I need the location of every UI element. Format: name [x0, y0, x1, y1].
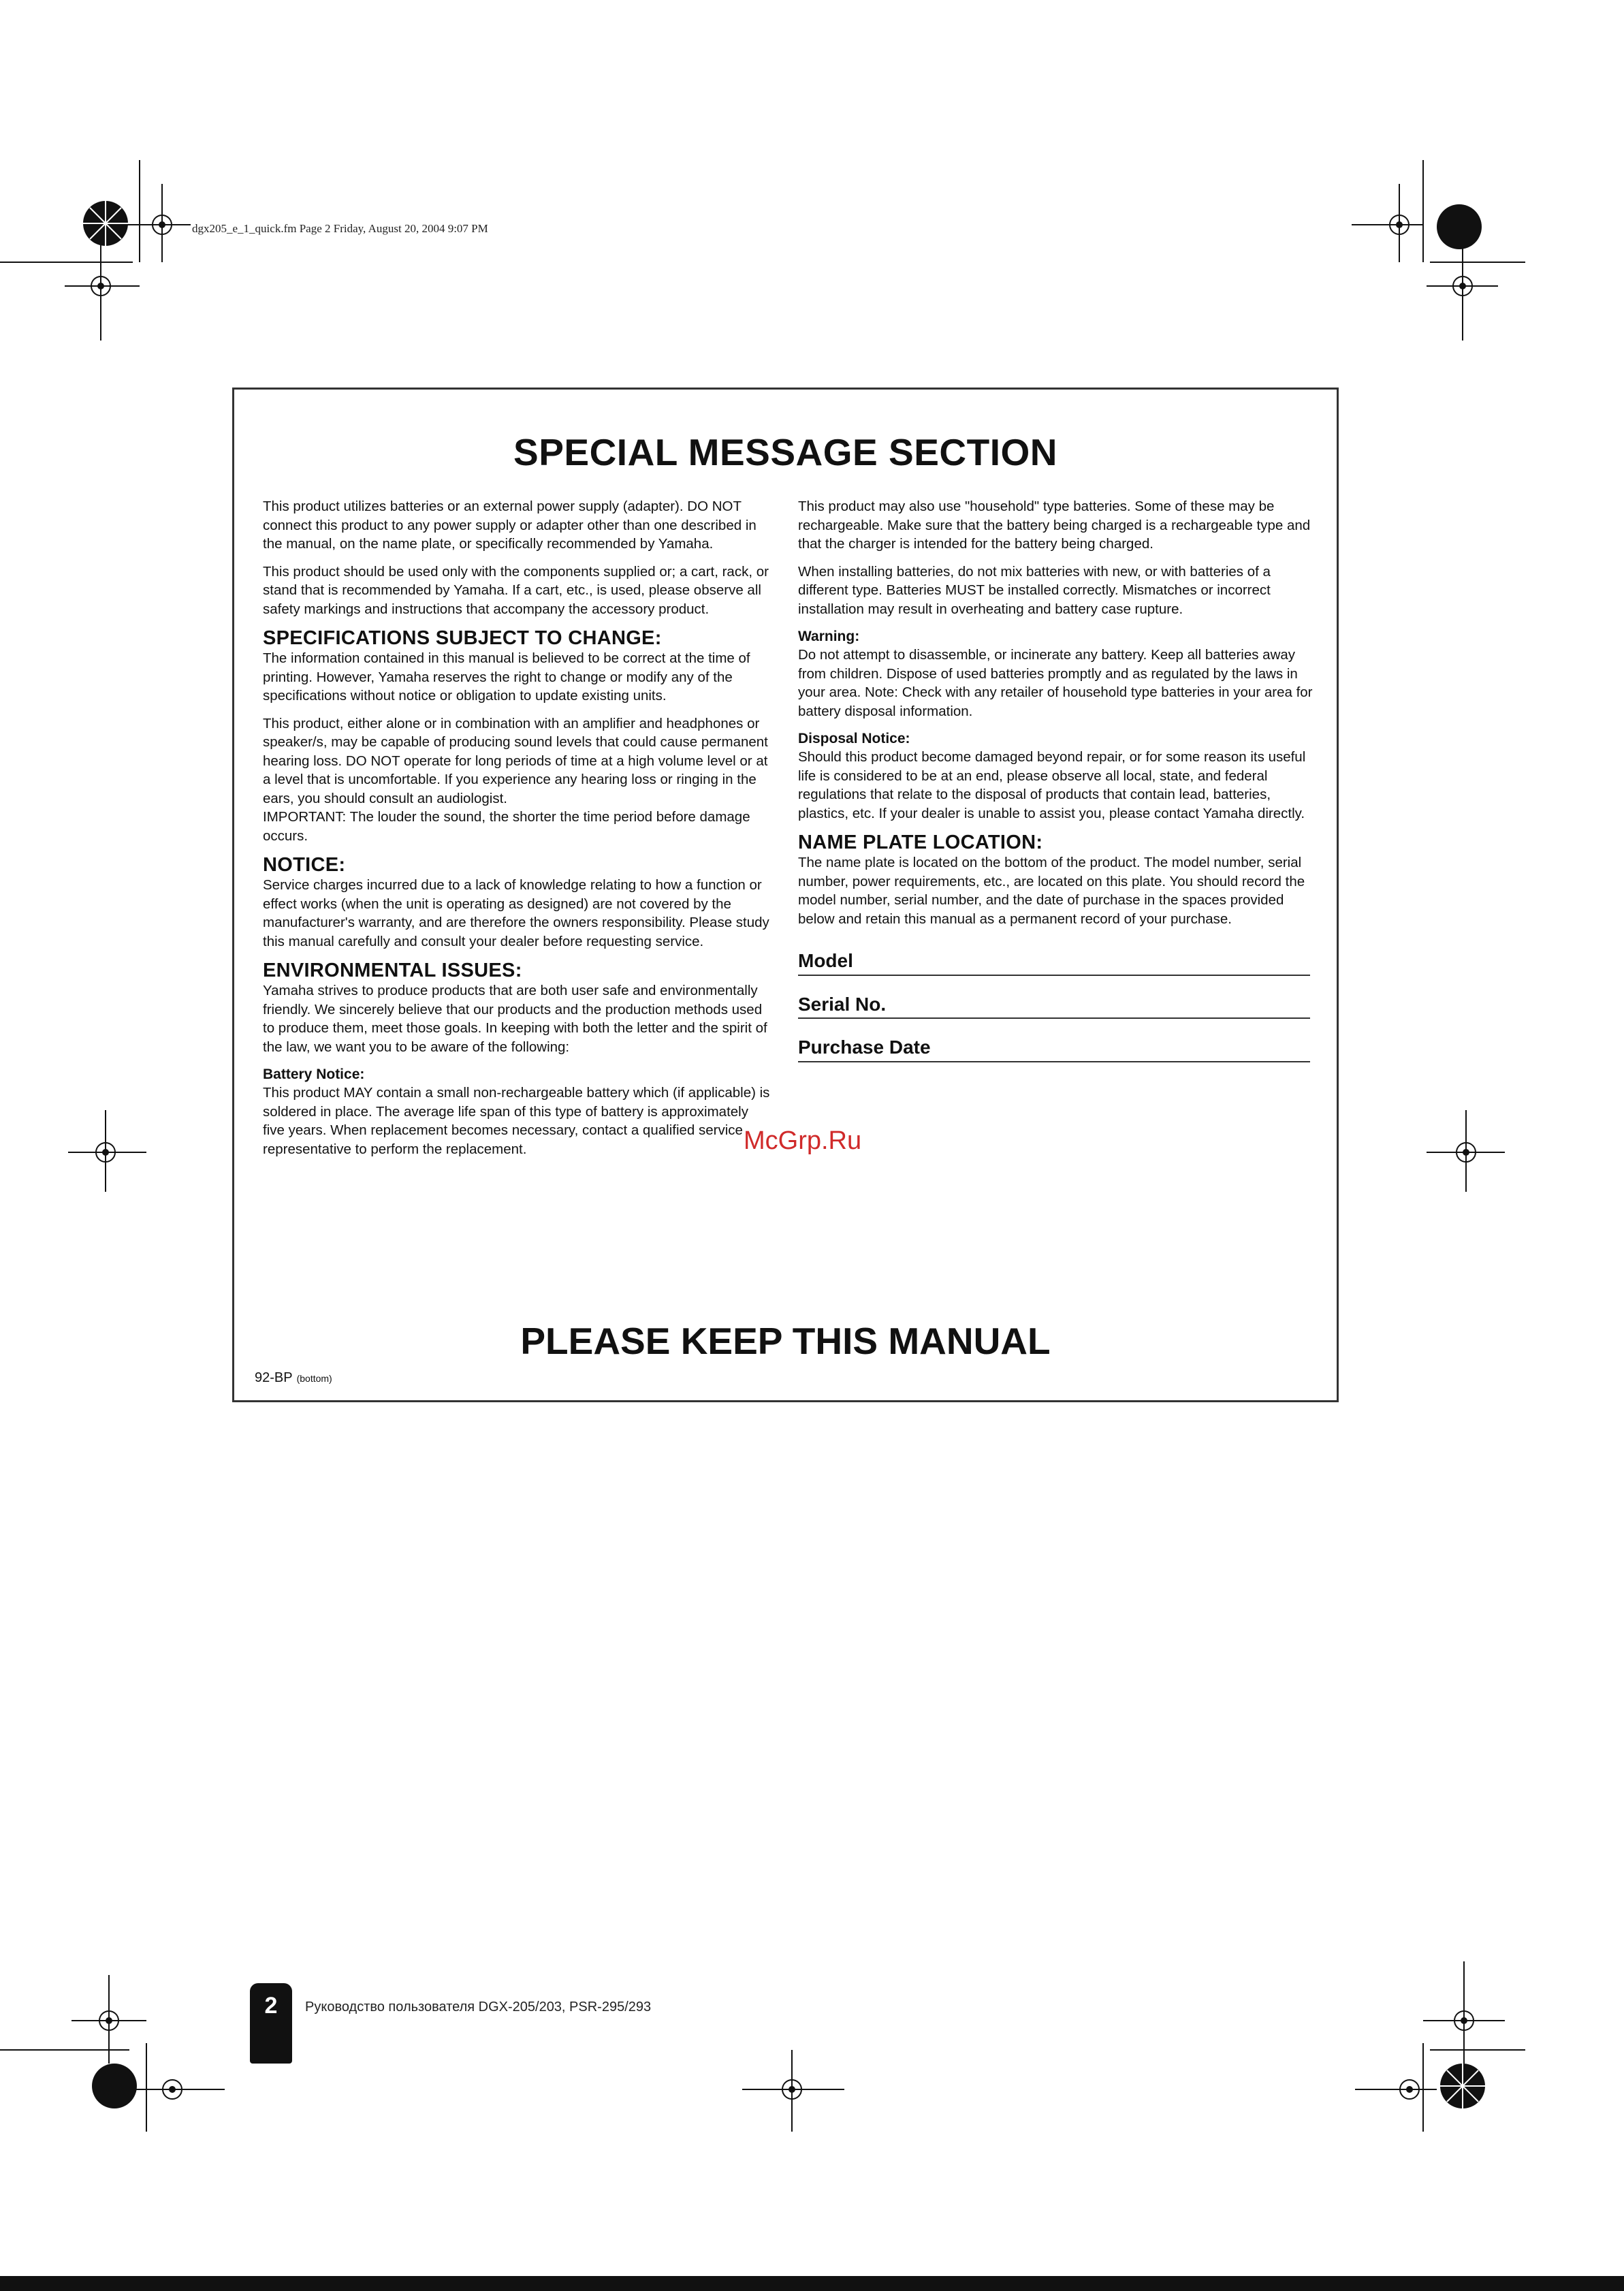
paragraph: This product utilizes batteries or an external power supply (adapter). DO NOT connect this product to any power supply or adapter other than one described in the manual, on the name plate, or specifically recommended by Yamaha. — [263, 499, 757, 552]
section-heading-notice: NOTICE: — [263, 854, 346, 876]
section-heading-name-plate: NAME PLATE LOCATION: — [798, 832, 1043, 853]
special-message-box — [232, 388, 1339, 1402]
section-heading-environmental: ENVIRONMENTAL ISSUES: — [263, 960, 522, 981]
subheading-disposal-notice: Disposal Notice: — [798, 731, 910, 746]
right-column — [798, 497, 1316, 1081]
left-column — [263, 497, 770, 1167]
file-slug: dgx205_e_1_quick.fm Page 2 Friday, August 20, 2004 9:07 PM — [192, 222, 488, 235]
record-fields — [798, 951, 1316, 1062]
paragraph: This product, either alone or in combination with an amplifier and headphones or speaker/s, may be capable of producing sound levels that could cause permanent hearing loss. DO NOT operate for long periods of time at a high volume level or at a level that is uncomfortable. If you experience any hearing loss or ringing in the ears, you should consult an audiologist. — [263, 715, 768, 806]
paragraph: Do not attempt to disassemble, or incinerate any battery. Keep all batteries away from children. Dispose of used batteries promptly and as regulated by the laws in your area. Note: Check with any retailer of household type batteries in your area for battery disposal information. — [798, 647, 1313, 719]
purchase-date-field: Purchase Date — [798, 1038, 1310, 1062]
page-number-tab — [250, 1983, 292, 2064]
section-heading-specifications: SPECIFICATIONS SUBJECT TO CHANGE: — [263, 627, 662, 649]
paragraph: This product may also use "household" type batteries. Some of these may be rechargeable. Make sure that the battery being charged is a rechargeable type and that the charger is intended for the battery being charged. — [798, 499, 1311, 552]
subheading-warning: Warning: — [798, 629, 860, 644]
paragraph: Should this product become damaged beyond repair, or for some reason its useful life is considered to be at an end, please observe all local, state, and federal regulations that relate to the disposal of products that contain lead, batteries, plastics, etc. If your dealer is unable to assist you, please contact Yamaha directly. — [798, 749, 1306, 821]
form-code-value: 92-BP — [255, 1370, 293, 1385]
serial-number-field: Serial No. — [798, 995, 1310, 1020]
subheading-battery-notice: Battery Notice: — [263, 1066, 365, 1082]
paragraph: The information contained in this manual is believed to be correct at the time of printing. However, Yamaha reserves the right to change or modify any of the specifications without notice or obligation to update existing units. — [263, 650, 750, 704]
paragraph: This product MAY contain a small non-rechargeable battery which (if applicable) is soldered in place. The average life span of this type of battery is approximately five years. When replacement becomes necessary, contact a qualified service representative to perform the replacement. — [263, 1085, 770, 1157]
paragraph: Service charges incurred due to a lack of knowledge relating to how a function or effect works (when the unit is operating as designed) are not covered by the manufacturer's warranty, and are therefore the owners responsibility. Please study this manual carefully and consult your dealer before requesting service. — [263, 877, 769, 949]
page-number: 2 — [264, 1993, 278, 2019]
page-title: SPECIAL MESSAGE SECTION — [513, 431, 1057, 473]
paragraph: This product should be used only with the components supplied or; a cart, rack, or stand that is recommended by Yamaha. If a cart, etc., is used, please observe all safety markings and instructions that accompany the accessory product. — [263, 563, 769, 617]
form-code-note: (bottom) — [296, 1373, 332, 1384]
paragraph: Yamaha strives to produce products that are both user safe and environmentally friendly. We sincerely believe that our products and the production methods used to produce them, meet those goals. In keeping with both the letter and the spirit of the law, we want you to be aware of the following: — [263, 983, 767, 1055]
watermark: McGrp.Ru — [744, 1126, 862, 1155]
form-code — [255, 1370, 332, 1386]
paragraph: IMPORTANT: The louder the sound, the shorter the time period before damage occurs. — [263, 809, 750, 844]
paragraph: The name plate is located on the bottom of the product. The model number, serial number, power requirements, etc., are located on this plate. You should record the model number, serial number, and the date of purchase in the spaces provided below and retain this manual as a permanent record of your purchase. — [798, 855, 1305, 927]
bottom-edge-bar — [0, 2276, 1624, 2291]
model-field: Model — [798, 951, 1310, 976]
page-footer-title: Руководство пользователя DGX-205/203, PSR-295/293 — [305, 2000, 652, 2014]
paragraph: When installing batteries, do not mix batteries with new, or with batteries of a different type. Batteries MUST be installed correctly. Mismatches or incorrect installation may result in overheating and battery case rupture. — [798, 563, 1271, 617]
keep-manual-heading: PLEASE KEEP THIS MANUAL — [520, 1320, 1051, 1362]
